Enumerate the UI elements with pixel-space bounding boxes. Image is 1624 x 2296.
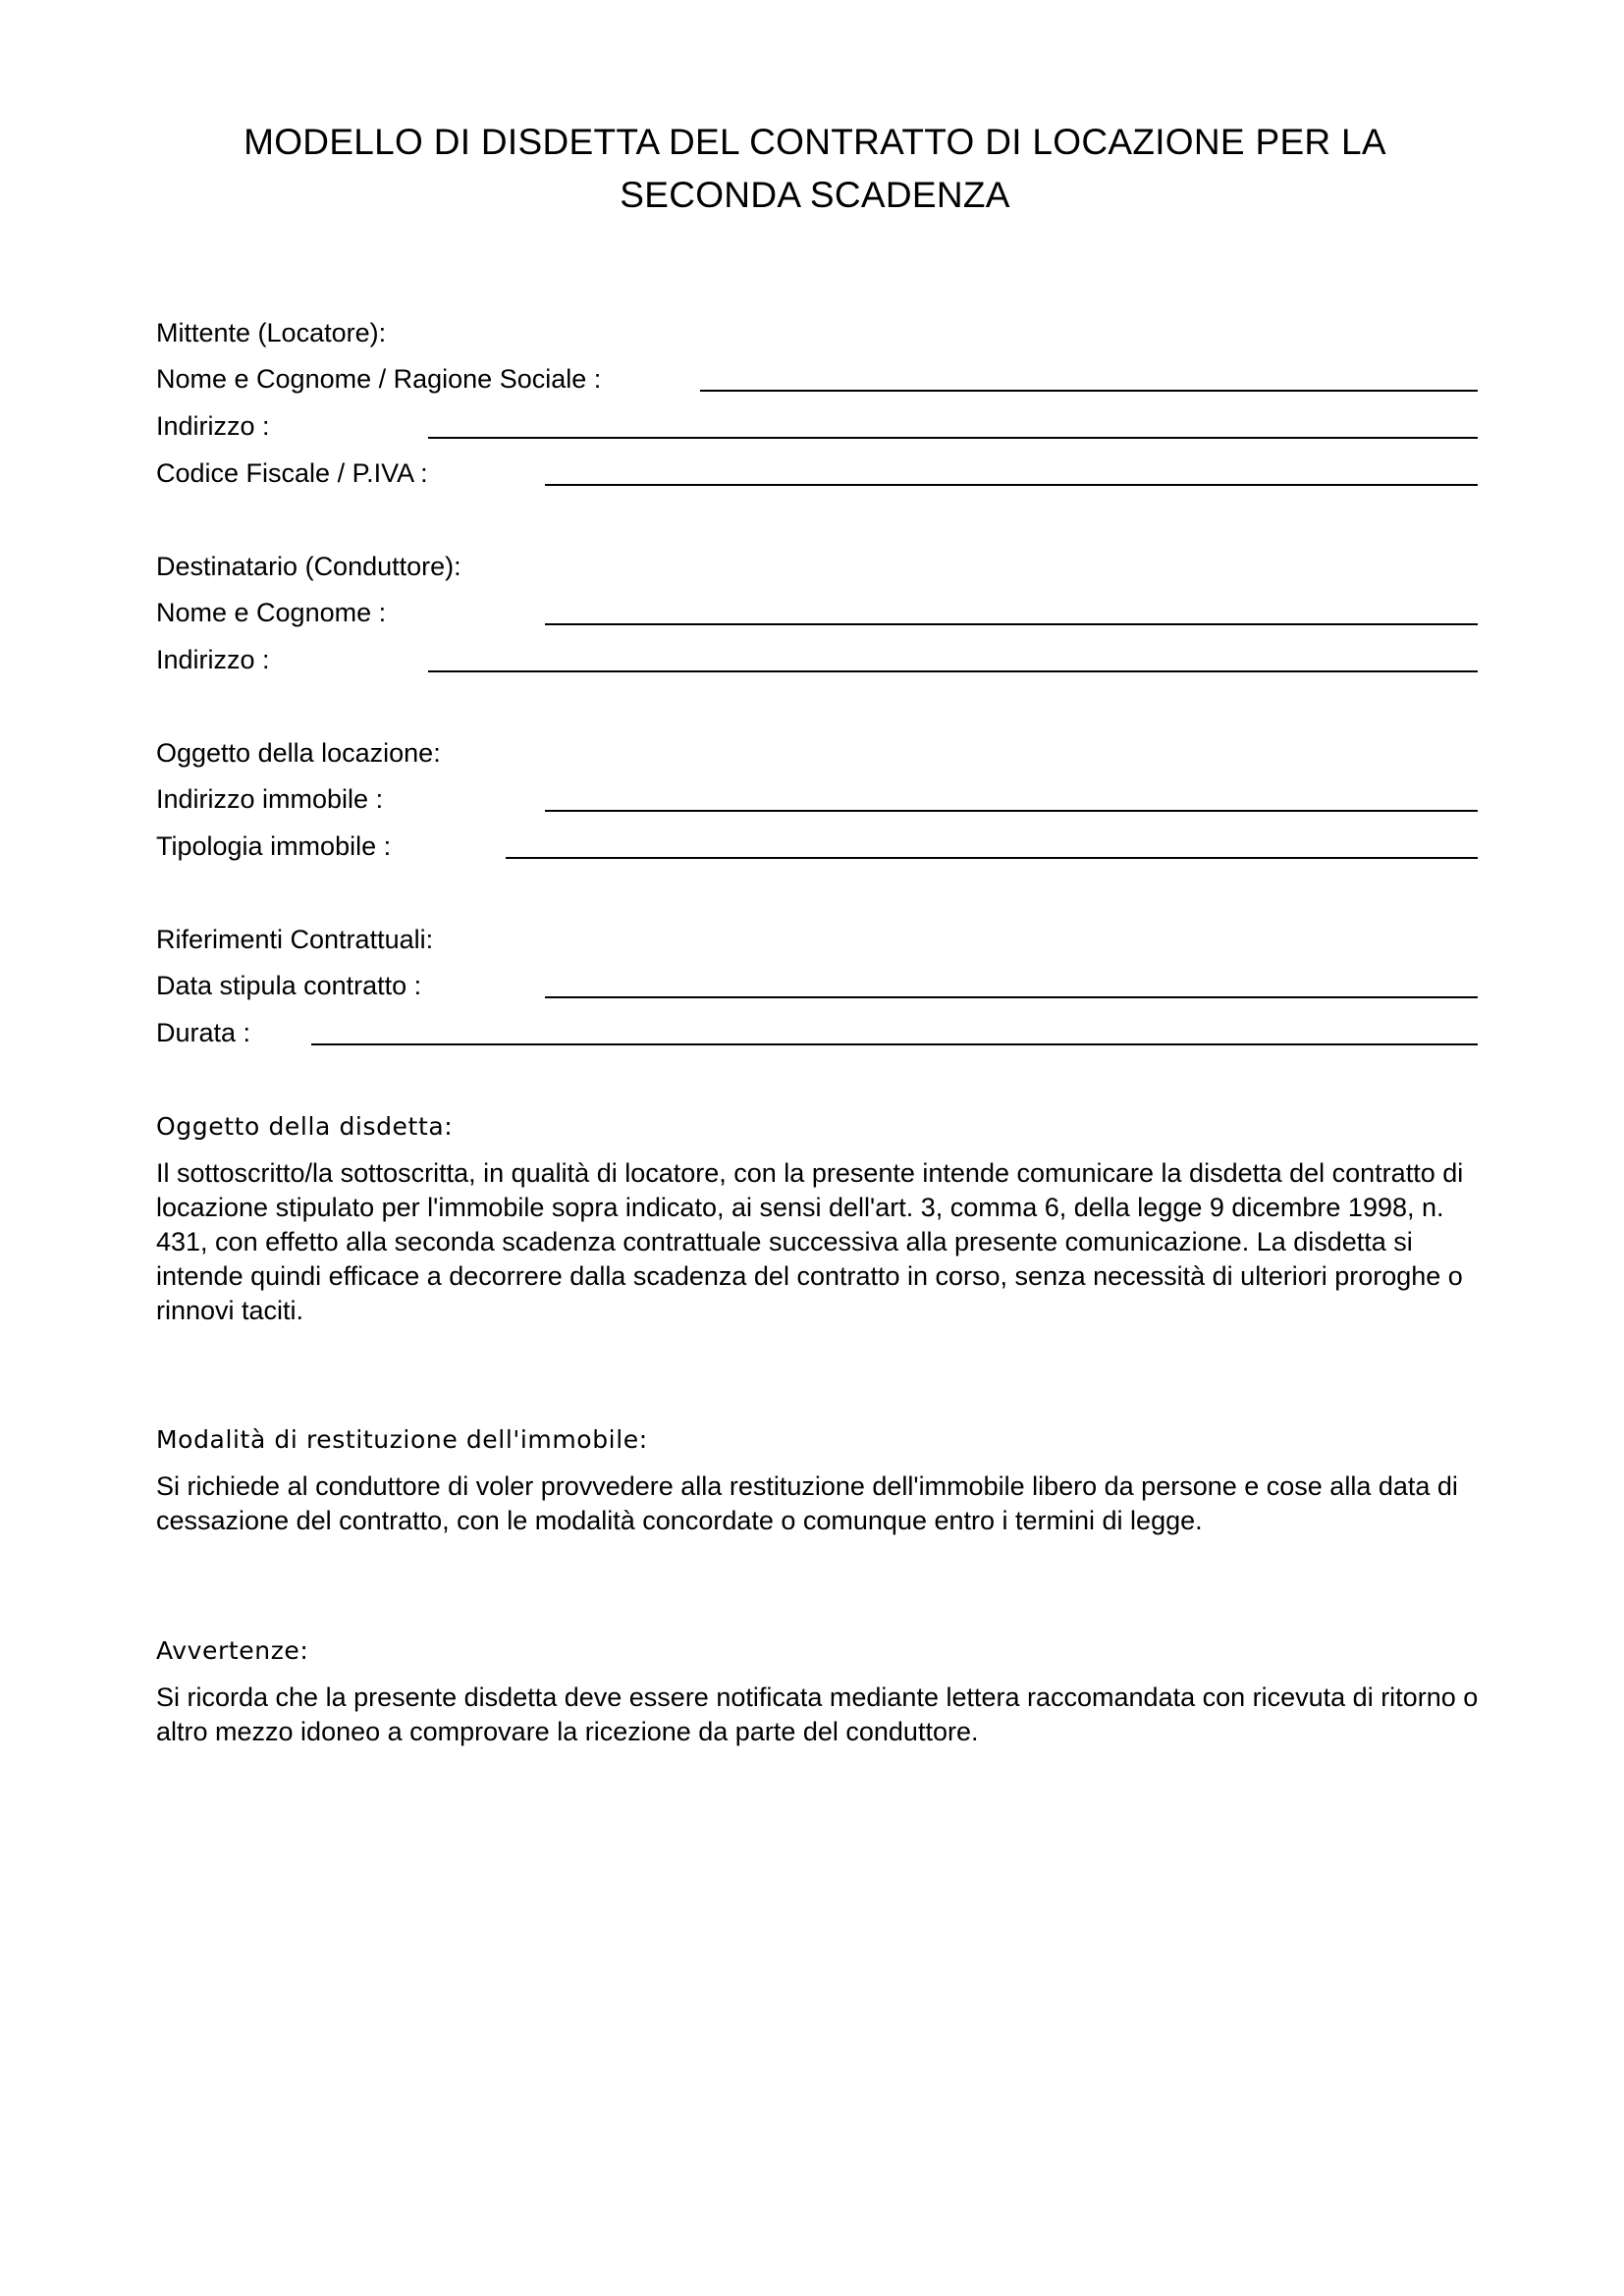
mittente-address-row [156, 409, 1478, 443]
property-address-label: Indirizzo immobile : [156, 784, 384, 814]
mittente-address-label: Indirizzo : [156, 411, 270, 441]
contract-date-label: Data stipula contratto : [156, 971, 422, 1000]
mittente-tax-code-row [156, 456, 1478, 490]
contract-duration-field[interactable] [311, 1043, 1478, 1045]
mittente-address-field[interactable] [428, 437, 1478, 439]
mittente-name-field[interactable] [700, 390, 1478, 392]
oggetto-disdetta-text: Il sottoscritto/la sottoscritta, in qualità di locatore, con la presente intende comunicare la disdetta del contratto di locazione stipulato per l'immobile sopra indicato, ai sensi dell'art. 3, comma 6, della legge 9 dicembre 1998, n. 431, con effetto alla seconda scadenza contrattuale successiva alla presente comunicazione. La disdetta si intende quindi efficace a decorrere dalla scadenza del contratto in corso, senza necessità di ulteriori proroghe o rinnovi taciti. [156, 1158, 1464, 1325]
destinatario-name-field[interactable] [545, 623, 1478, 625]
contract-date-row [156, 969, 1478, 1002]
oggetto-locazione-section-label: Oggetto della locazione: [156, 738, 441, 768]
document-title [157, 116, 1473, 222]
mittente-name-row [156, 362, 1478, 396]
avvertenze-heading: Avvertenze: [156, 1636, 309, 1665]
destinatario-name-row [156, 596, 1478, 629]
property-type-field[interactable] [506, 857, 1478, 859]
document-title-line-2: SECONDA SCADENZA [620, 175, 1010, 215]
property-type-label: Tipologia immobile : [156, 831, 392, 861]
destinatario-address-field[interactable] [428, 670, 1478, 672]
property-address-row [156, 782, 1478, 816]
mittente-tax-code-field[interactable] [545, 484, 1478, 486]
document-title-line-1: MODELLO DI DISDETTA DEL CONTRATTO DI LOCAZIONE PER LA [244, 122, 1386, 162]
mittente-name-label: Nome e Cognome / Ragione Sociale : [156, 364, 602, 394]
mittente-tax-code-label: Codice Fiscale / P.IVA : [156, 458, 428, 488]
property-address-field[interactable] [545, 810, 1478, 812]
destinatario-section-label: Destinatario (Conduttore): [156, 552, 461, 581]
contract-duration-row [156, 1016, 1478, 1049]
contract-date-field[interactable] [545, 996, 1478, 998]
property-type-row [156, 829, 1478, 863]
oggetto-disdetta-heading: Oggetto della disdetta: [156, 1112, 454, 1141]
destinatario-address-label: Indirizzo : [156, 645, 270, 674]
modalita-restituzione-heading: Modalità di restituzione dell'immobile: [156, 1425, 648, 1454]
destinatario-name-label: Nome e Cognome : [156, 598, 387, 627]
modalita-restituzione-text: Si richiede al conduttore di voler provvedere alla restituzione dell'immobile libero da persone e cose alla data di cessazione del contratto, con le modalità concordate o comunque entro i termini di legge. [156, 1471, 1458, 1535]
mittente-section-label: Mittente (Locatore): [156, 318, 387, 347]
destinatario-address-row [156, 643, 1478, 676]
contract-duration-label: Durata : [156, 1018, 251, 1047]
riferimenti-section-label: Riferimenti Contrattuali: [156, 925, 434, 954]
avvertenze-text: Si ricorda che la presente disdetta deve essere notificata mediante lettera raccomandata con ricevuta di ritorno o altro mezzo idoneo a comprovare la ricezione da parte del conduttore. [156, 1682, 1479, 1746]
